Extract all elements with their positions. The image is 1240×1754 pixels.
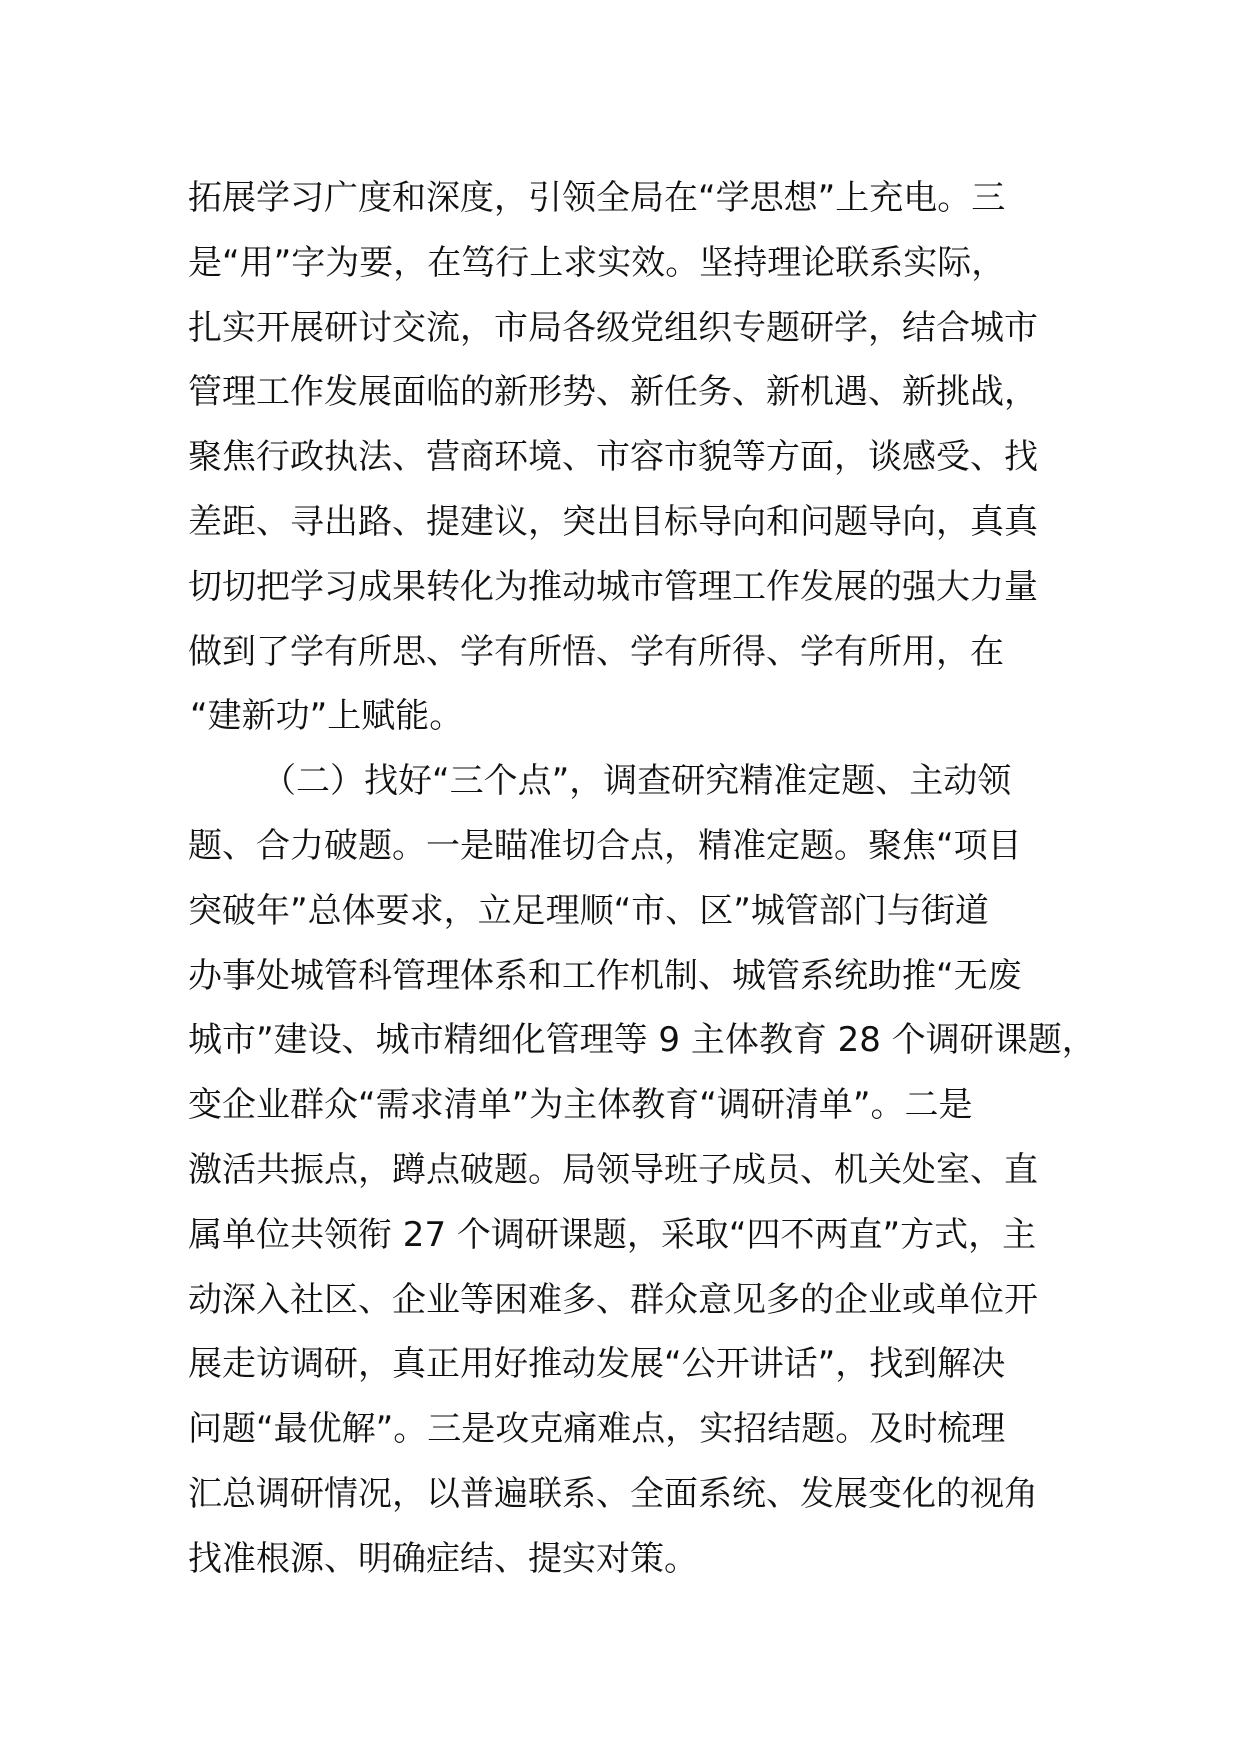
text-line: 找准根源、明确症结、提实对策。 [188, 1538, 698, 1579]
text-line: 题、合力破题。一是瞄准切合点，精准定题。聚焦“项目 [188, 825, 1022, 866]
text-line: 差距、寻出路、提建议，突出目标导向和问题导向，真真 [188, 501, 1038, 542]
text-line: 问题“最优解”。三是攻克痛难点，实招结题。及时梳理 [188, 1409, 1006, 1450]
text-line: 聚焦行政执法、营商环境、市容市貌等方面，谈感受、找 [188, 437, 1038, 478]
text-line: 管理工作发展面临的新形势、新任务、新机遇、新挑战， [188, 372, 1038, 413]
text-line: 动深入社区、企业等困难多、群众意见多的企业或单位开 [188, 1279, 1038, 1320]
text-line: 激活共振点，蹲点破题。局领导班子成员、机关处室、直 [188, 1149, 1038, 1190]
text-line: “建新功”上赋能。 [190, 696, 464, 737]
text-line: 汇总调研情况，以普遍联系、全面系统、发展变化的视角 [188, 1473, 1038, 1514]
text-line: 切切把学习成果转化为推动城市管理工作发展的强大力量 [188, 566, 1038, 607]
body-text [0, 166, 1240, 1592]
text-line: 变企业群众“需求清单”为主体教育“调研清单”。二是 [188, 1085, 973, 1126]
text-line: 属单位共领衔 27 个调研课题，采取“四不两直”方式，主 [188, 1214, 1037, 1255]
text-line: 城市”建设、城市精细化管理等 9 主体教育 28 个调研课题， [188, 1020, 1096, 1061]
text-line: 扎实开展研讨交流，市局各级党组织专题研学，结合城市 [188, 307, 1038, 348]
text-line: 展走访调研，真正用好推动发展“公开讲话”，找到解决 [188, 1344, 1006, 1385]
text-line: 是“用”字为要，在笃行上求实效。坚持理论联系实际， [188, 242, 1006, 283]
section-heading-line: （二）找好“三个点”，调查研究精准定题、主动领 [262, 761, 1012, 802]
text-line: 拓展学习广度和深度，引领全局在“学思想”上充电。三 [188, 178, 1006, 218]
text-line: 做到了学有所思、学有所悟、学有所得、学有所用，在 [188, 631, 1004, 672]
text-line: 突破年”总体要求，立足理顺“市、区”城管部门与街道 [188, 890, 989, 931]
text-line: 办事处城管科管理体系和工作机制、城管系统助推“无废 [188, 955, 1022, 996]
